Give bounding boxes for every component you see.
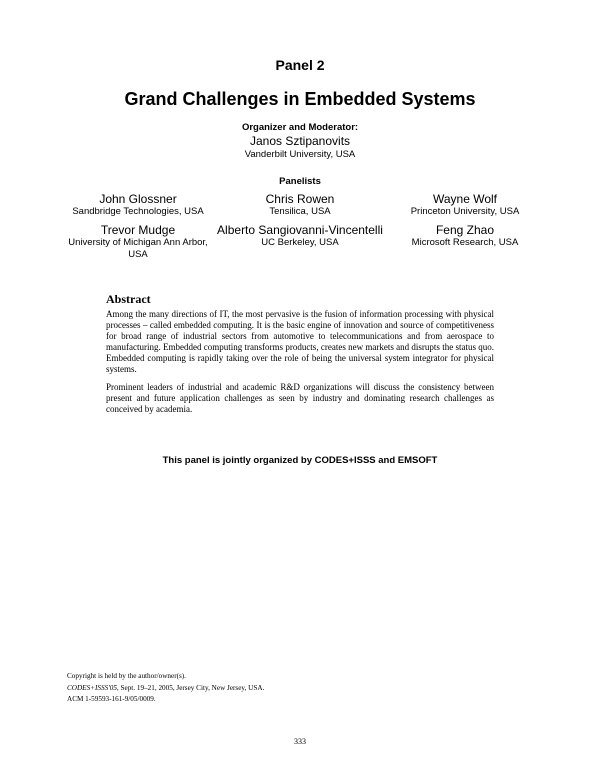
copyright-line: Copyright is held by the author/owner(s). xyxy=(67,672,186,680)
panelist-card xyxy=(58,223,218,261)
panel-label: Panel 2 xyxy=(275,57,325,73)
venue-line xyxy=(67,683,264,695)
panelist-affiliation: Sandbridge Technologies, USA xyxy=(72,206,204,217)
organizer-heading: Organizer and Moderator: xyxy=(241,122,359,133)
panelist-card xyxy=(385,192,545,218)
panelist-name: Chris Rowen xyxy=(265,192,335,206)
panelist-affiliation: University of Michigan Ann Arbor, USA xyxy=(68,237,208,260)
abstract-heading: Abstract xyxy=(106,292,151,306)
organizer-name: Janos Sztipanovits xyxy=(249,134,351,148)
panelist-name: Alberto Sangiovanni-Vincentelli xyxy=(217,223,383,237)
panelist-affiliation: Microsoft Research, USA xyxy=(411,237,519,248)
joint-organization-note: This panel is jointly organized by CODES+ISSS and EMSOFT xyxy=(162,455,438,466)
acm-line: ACM 1-59593-161-9/05/0009. xyxy=(67,695,156,703)
panelist-affiliation: Tensilica, USA xyxy=(269,206,331,217)
copyright-block xyxy=(67,671,264,706)
panelist-affiliation: Princeton University, USA xyxy=(410,206,520,217)
page-title: Grand Challenges in Embedded Systems xyxy=(124,89,476,109)
abstract-paragraph: Prominent leaders of industrial and academic R&D organizations will discuss the consistency between present and future application challenges as seen by industry and dominating research challenges as conceived by academia. xyxy=(106,382,494,414)
panelist-name: John Glossner xyxy=(99,192,177,206)
panelist-affiliation: UC Berkeley, USA xyxy=(261,237,339,248)
venue-name: CODES+ISSS'05 xyxy=(67,683,117,692)
panelist-card xyxy=(210,223,390,249)
page-number: 333 xyxy=(294,737,306,746)
abstract-body xyxy=(106,309,494,422)
panelist-name: Wayne Wolf xyxy=(432,192,498,206)
panelist-card xyxy=(220,192,380,218)
panelist-name: Trevor Mudge xyxy=(100,223,176,237)
panelist-card xyxy=(385,223,545,249)
abstract-paragraph: Among the many directions of IT, the most pervasive is the fusion of information processing with physical processes – called embedded computing. It is the basic engine of innovation and source of competitiveness for broad range of industrial sectors from automotive to telecommunications and from aerospace to manufacturing. Embedded computing transforms products, creates new markets and disrupts the status quo. Embedded computing is rapidly taking over the role of being the universal system integrator for physical systems. xyxy=(106,309,494,374)
panelist-name: Feng Zhao xyxy=(435,223,495,237)
panelist-card xyxy=(58,192,218,218)
venue-details: , Sept. 19–21, 2005, Jersey City, New Jersey, USA. xyxy=(116,683,265,692)
organizer-affiliation: Vanderbilt University, USA xyxy=(244,149,356,160)
panelists-heading: Panelists xyxy=(279,176,321,187)
